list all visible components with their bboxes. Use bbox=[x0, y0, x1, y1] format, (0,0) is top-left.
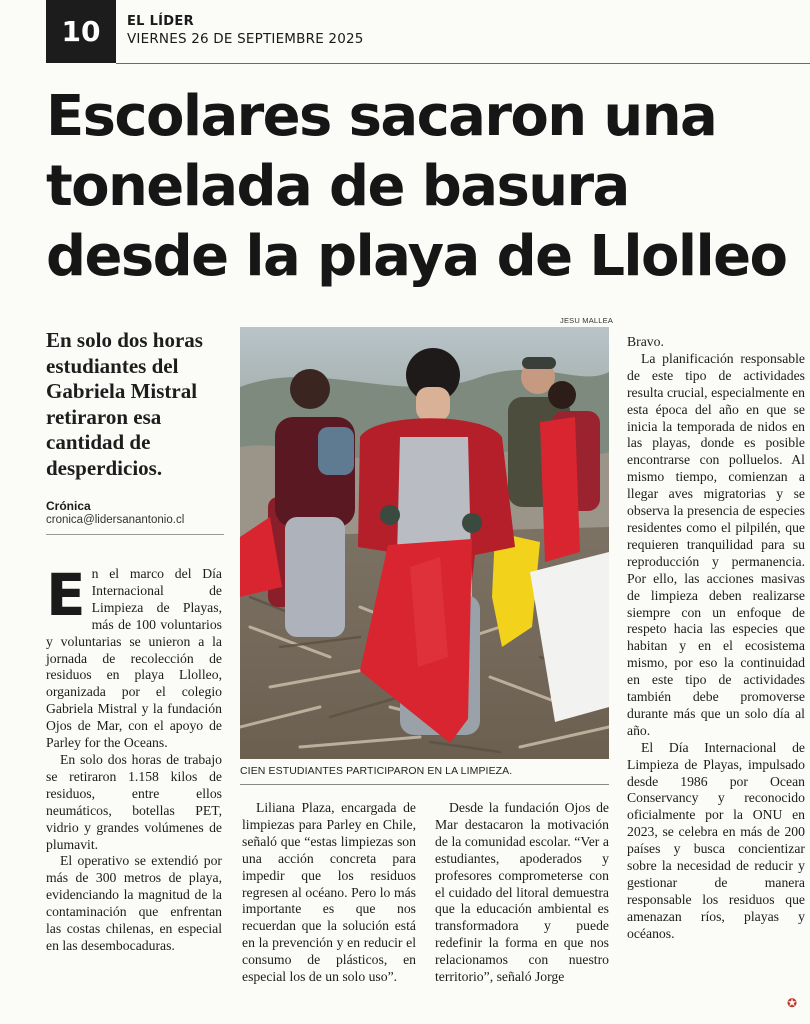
column-3 bbox=[435, 800, 609, 986]
byline-email[interactable]: cronica@lidersanantonio.cl bbox=[46, 514, 185, 526]
end-mark-icon: ✪ bbox=[787, 996, 798, 1010]
byline-author: Crónica bbox=[46, 499, 91, 513]
photo-credit: JESU MALLEA bbox=[560, 316, 614, 325]
paragraph: Bravo. bbox=[627, 334, 664, 349]
newspaper-name: EL LÍDER bbox=[127, 14, 194, 29]
paragraph: El Día Internacional de Limpieza de Playas, impulsado desde 1986 por Ocean Conservancy y reconocido oficialmente por la ONU en 2023, se celebra en más de 200 países y busca concientizar sobre la necesidad de reducir y gestionar de manera responsable los residuos que amenazan ríos, playas y océanos. bbox=[627, 739, 805, 941]
paragraph: n el marco del Día Internacional de Limpieza de Playas, más de 100 voluntarios y voluntarias se unieron a la jornada de recolección de residuos en playa Llolleo, organizada por el colegio Gabriela Mistral y la fundación Ojos de Mar, con el apoyo de Parley for the Oceans. bbox=[46, 566, 222, 751]
header-rule bbox=[116, 63, 810, 64]
beach-cleanup-illustration bbox=[240, 327, 609, 759]
column-4 bbox=[627, 334, 805, 943]
article-photo bbox=[240, 327, 609, 759]
photo-caption: CIEN ESTUDIANTES PARTICIPARON EN LA LIMPIEZA. bbox=[240, 765, 513, 777]
column-2 bbox=[242, 800, 416, 986]
dropcap: E bbox=[46, 561, 86, 629]
caption-rule bbox=[240, 784, 609, 785]
issue-date: VIERNES 26 DE SEPTIEMBRE 2025 bbox=[127, 31, 364, 47]
paragraph: La planificación responsable de este tipo de actividades resulta crucial, especialmente en esta época del año en que se inicia la temporada de nidos en las playas, donde es posible encontrarse con polluelos. Al mismo tiempo, comienzan a llegar aves migratorias y se observa la presencia de especies residentes como el pilpilén, que requieren tranquilidad para su reproducción y permanencia. Por ello, las acciones masivas de limpieza deben realizarse siempre con un enfoque de respeto hacia las especies que habitan y en el ecosistema mismo, por eso la continuidad en este tipo de actividades también debe promoverse durante más que un solo día al año. bbox=[627, 350, 805, 738]
paragraph: Liliana Plaza, encargada de limpiezas para Parley en Chile, señaló que “estas limpiezas son una acción concreta para impedir que los residuos regresen al océano. Pero lo más importante es que nos recuerdan que la solución está en la prevención y en reducir el consumo de plásticos, en especial los de un solo uso”. bbox=[242, 800, 416, 985]
lede: En solo dos horas estudiantes del Gabriela Mistral retiraron esa cantidad de desperdicios. bbox=[46, 328, 203, 480]
column-1 bbox=[46, 561, 222, 955]
paragraph: Desde la fundación Ojos de Mar destacaron la motivación de la comunidad escolar. “Ver a estudiantes, apoderados y profesores comprometerse con el cuidado del litoral demuestra que la educación ambiental es transformadora y puede redefinir la forma en que nos relacionamos con nuestro territorio”, señaló Jorge bbox=[435, 800, 609, 985]
paragraph: En solo dos horas de trabajo se retiraron 1.158 kilos de residuos, entre ellos neumáticos, botellas PET, vidrio y grandes volúmenes de plumavit. bbox=[46, 751, 222, 852]
byline-rule bbox=[46, 534, 224, 535]
paragraph: El operativo se extendió por más de 300 metros de playa, evidenciando la magnitud de la contaminación que enfrentan las costas chilenas, en especial en las desembocaduras. bbox=[46, 853, 222, 953]
headline: Escolares sacaron una tonelada de basura desde la playa de Llolleo bbox=[46, 84, 787, 289]
page-number: 10 bbox=[46, 0, 116, 63]
